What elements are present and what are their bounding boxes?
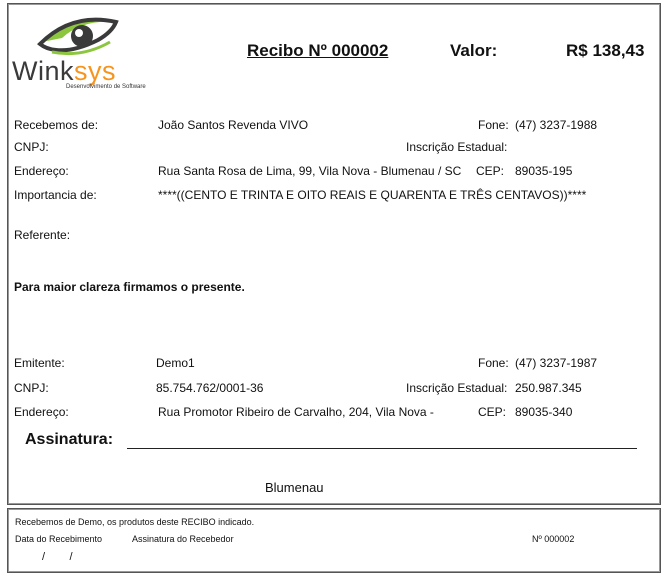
issuer-state-reg-value: 250.987.345 — [515, 381, 582, 395]
stub-number-label: Nº 000002 — [532, 534, 575, 544]
value-label: Valor: — [450, 41, 498, 60]
stub-date-slashes: / / — [42, 551, 73, 563]
signature-label: Assinatura: — [25, 431, 114, 448]
referente-label: Referente: — [14, 228, 71, 242]
issuer-cep-value: 89035-340 — [515, 405, 573, 419]
payer-phone-value: (47) 3237-1988 — [515, 118, 598, 132]
issuer-value: Demo1 — [156, 356, 195, 370]
payer-cnpj-label: CNPJ: — [14, 140, 49, 154]
issuer-address-value: Rua Promotor Ribeiro de Carvalho, 204, Vila Nova - — [158, 405, 434, 419]
stub-receiver-signature-label: Assinatura do Recebedor — [132, 534, 234, 544]
winksys-logo — [12, 12, 152, 92]
stub-received-text: Recebemos de Demo, os produtos deste RECIBO indicado. — [15, 517, 255, 527]
payer-state-reg-label: Inscrição Estadual: — [406, 140, 508, 154]
amount-label: Importancia de: — [14, 188, 97, 202]
receipt-title: Recibo Nº 000002 — [247, 41, 389, 60]
payer-address-value: Rua Santa Rosa de Lima, 99, Vila Nova - Blumenau / SC — [158, 164, 462, 178]
issuer-address-label: Endereço: — [14, 405, 69, 419]
payer-address-label: Endereço: — [14, 164, 69, 178]
issuer-cnpj-value: 85.754.762/0001-36 — [156, 381, 264, 395]
value-amount: R$ 138,43 — [566, 41, 645, 60]
amount-words: ****((CENTO E TRINTA E OITO REAIS E QUARENTA E TRÊS CENTAVOS))**** — [158, 188, 587, 202]
stub-date-label: Data do Recebimento — [15, 534, 103, 544]
issuer-cnpj-label: CNPJ: — [14, 381, 49, 395]
logo-tagline: Desenvolvimento de Software — [66, 84, 146, 90]
received-from-value: João Santos Revenda VIVO — [158, 118, 309, 132]
issuer-cep-label: CEP: — [478, 405, 507, 419]
issuer-phone-value: (47) 3237-1987 — [515, 356, 598, 370]
signature-line — [127, 448, 637, 449]
payer-phone-label: Fone: — [478, 118, 509, 132]
brand-sys: sys — [74, 56, 116, 86]
issuer-state-reg-label: Inscrição Estadual: — [406, 381, 508, 395]
city-name: Blumenau — [265, 480, 324, 495]
payer-cep-label: CEP: — [476, 164, 505, 178]
clarity-text: Para maior clareza firmamos o presente. — [14, 280, 245, 294]
payer-cep-value: 89035-195 — [515, 164, 573, 178]
brand-wink: Wink — [12, 56, 74, 86]
issuer-label: Emitente: — [14, 356, 65, 370]
issuer-phone-label: Fone: — [478, 356, 509, 370]
received-from-label: Recebemos de: — [14, 118, 99, 132]
eye-logo-icon — [12, 12, 152, 60]
